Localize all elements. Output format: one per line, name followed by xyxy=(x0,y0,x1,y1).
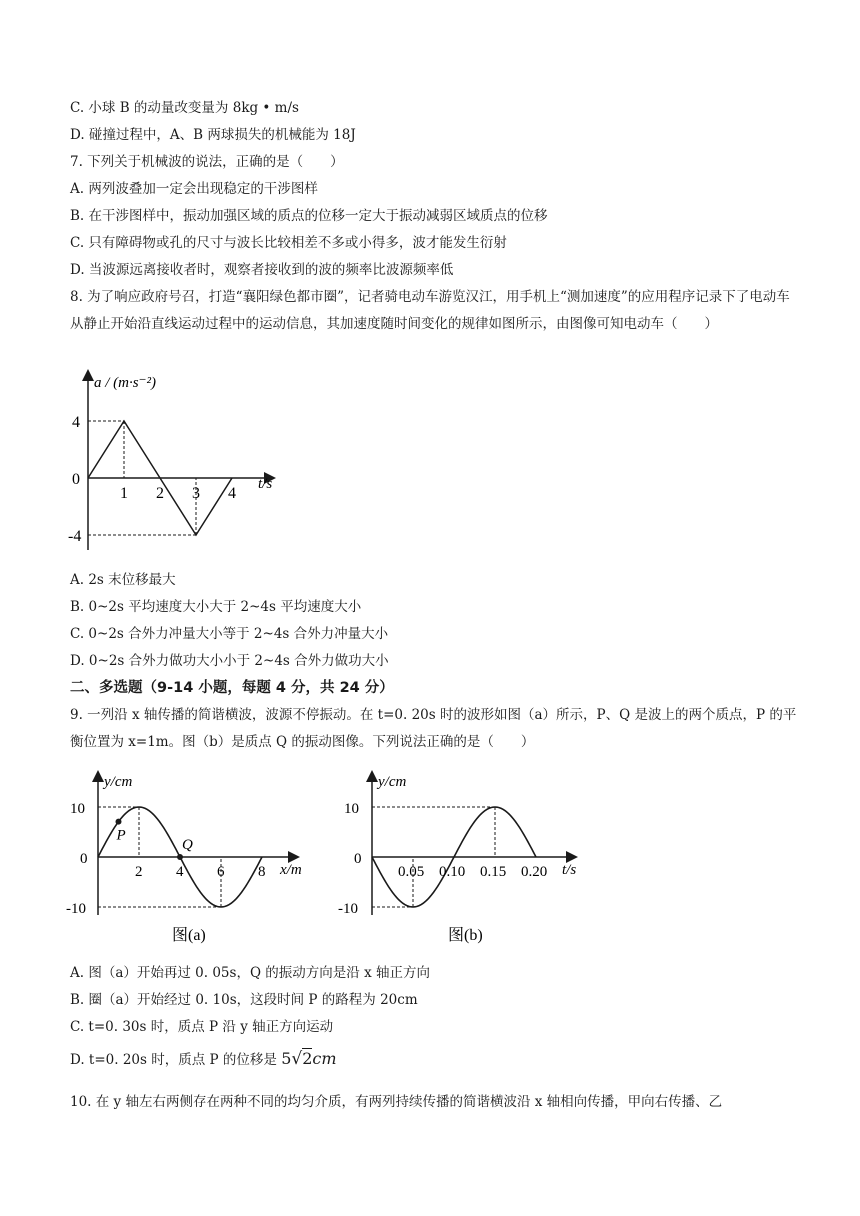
vib-b-y-tick-label: 10 xyxy=(344,801,359,817)
wave-a-point-label: P xyxy=(116,827,126,844)
wave-a-x-label: x/m xyxy=(280,862,302,878)
wave-graph-a xyxy=(62,770,317,950)
a-graph-x-tick-label: 2 xyxy=(156,485,164,502)
q7-option-b: B. 在干涉图样中，振动加强区域的质点的位移一定大于振动减弱区域质点的位移 xyxy=(70,208,548,224)
a-graph-y-tick-label: 4 xyxy=(72,414,80,431)
q8-option-d: D. 0~2s 合外力做功大小小于 2~4s 合外力做功大小 xyxy=(70,653,389,669)
q9-option-c: C. t=0. 30s 时，质点 P 沿 y 轴正方向运动 xyxy=(70,1019,334,1035)
q8-stem: 8. 为了响应政府号召，打造“襄阳绿色都市圈”，记者骑电动车游览汉江，用手机上“测加速度”的应用程序记录下了电动车从静止开始沿直线运动过程中的运动信息，其加速度随时间变化的规律如图所示，由图像可知电动车（ ） xyxy=(70,289,790,332)
wave-a-x-tick-label: 8 xyxy=(258,864,266,880)
wave-a-point-p xyxy=(116,819,122,825)
q6-option-c: C. 小球 B 的动量改变量为 8kg • m/s xyxy=(70,100,299,116)
a-graph-y-label: a / (m·s⁻²) xyxy=(94,375,156,391)
q8-option-c: C. 0~2s 合外力冲量大小等于 2~4s 合外力冲量大小 xyxy=(70,626,389,642)
a-graph-x-label: t/s xyxy=(258,476,273,492)
vib-b-y-tick-label: -10 xyxy=(338,901,358,917)
a-graph-y-tick-label: 0 xyxy=(72,471,80,488)
vib-b-x-tick-label: 0.10 xyxy=(439,864,466,880)
sqrt-symbol-icon: √ xyxy=(291,1049,303,1069)
wave-a-y-tick-label: 0 xyxy=(80,851,88,867)
wave-a-caption: 图(a) xyxy=(172,927,206,944)
q7-stem: 7. 下列关于机械波的说法，正确的是（ ） xyxy=(70,154,344,170)
vib-b-x-tick-label: 0.05 xyxy=(398,864,425,880)
vib-b-caption: 图(b) xyxy=(448,927,483,944)
wave-a-y-tick-label: 10 xyxy=(70,801,85,817)
q7-option-a: A. 两列波叠加一定会出现稳定的干涉图样 xyxy=(70,181,318,197)
q7-option-c: C. 只有障碍物或孔的尺寸与波长比较相差不多或小得多，波才能发生衍射 xyxy=(70,235,507,251)
q9-option-d-radicand: 2 xyxy=(302,1049,313,1068)
vib-b-y-tick-label: 0 xyxy=(354,851,362,867)
a-graph-y-tick-label: -4 xyxy=(68,528,82,545)
q7-option-d: D. 当波源远离接收者时，观察者接收到的波的频率比波源频率低 xyxy=(70,262,454,278)
q9-option-b: B. 圈（a）开始经过 0. 10s，这段时间 P 的路程为 20cm xyxy=(70,992,418,1008)
wave-a-y-label: y/cm xyxy=(104,774,133,790)
q8-option-a: A. 2s 末位移最大 xyxy=(70,572,176,588)
a-graph-x-tick-label: 4 xyxy=(228,485,236,502)
wave-a-point-label: Q xyxy=(182,837,193,853)
vib-b-x-tick-label: 0.15 xyxy=(480,864,507,880)
q9-option-d-coef: 5 xyxy=(281,1049,292,1068)
wave-a-x-tick-label: 6 xyxy=(217,864,225,880)
section-2-heading: 二、多选题（9-14 小题，每题 4 分，共 24 分） xyxy=(70,680,394,696)
q9-option-a: A. 图（a）开始再过 0. 05s，Q 的振动方向是沿 x 轴正方向 xyxy=(70,965,431,981)
a-graph-x-tick-label: 3 xyxy=(192,485,200,502)
q9-option-d-text: D. t=0. 20s 时，质点 P 的位移是 xyxy=(70,1052,282,1068)
a-graph-x-tick-label: 1 xyxy=(120,485,128,502)
q9-stem: 9. 一列沿 x 轴传播的简谐横波，波源不停振动。在 t=0. 20s 时的波形如图（a）所示，P、Q 是波上的两个质点，P 的平衡位置为 x=1m。图（b）是质点 Q 的振动图像。下列说法正确的是（ ） xyxy=(70,707,797,750)
vib-b-x-tick-label: 0.20 xyxy=(521,864,548,880)
acceleration-time-graph xyxy=(70,365,290,560)
q6-option-d: D. 碰撞过程中，A、B 两球损失的机械能为 18J xyxy=(70,127,356,143)
vibration-graph-b xyxy=(332,770,592,950)
q10-stem: 10. 在 y 轴左右两侧存在两种不同的均匀介质，有两列持续传播的简谐横波沿 x 轴相向传播，甲向右传播、乙 xyxy=(70,1094,723,1110)
q9-option-d xyxy=(70,1050,337,1069)
vib-b-y-label: y/cm xyxy=(378,774,407,790)
vib-b-x-label: t/s xyxy=(562,862,577,878)
wave-a-x-tick-label: 4 xyxy=(176,864,184,880)
wave-a-y-tick-label: -10 xyxy=(66,901,86,917)
q8-option-b: B. 0~2s 平均速度大小大于 2~4s 平均速度大小 xyxy=(70,599,362,615)
wave-a-x-tick-label: 2 xyxy=(135,864,143,880)
wave-a-point-q xyxy=(177,854,183,860)
q9-option-d-unit: cm xyxy=(312,1049,337,1068)
